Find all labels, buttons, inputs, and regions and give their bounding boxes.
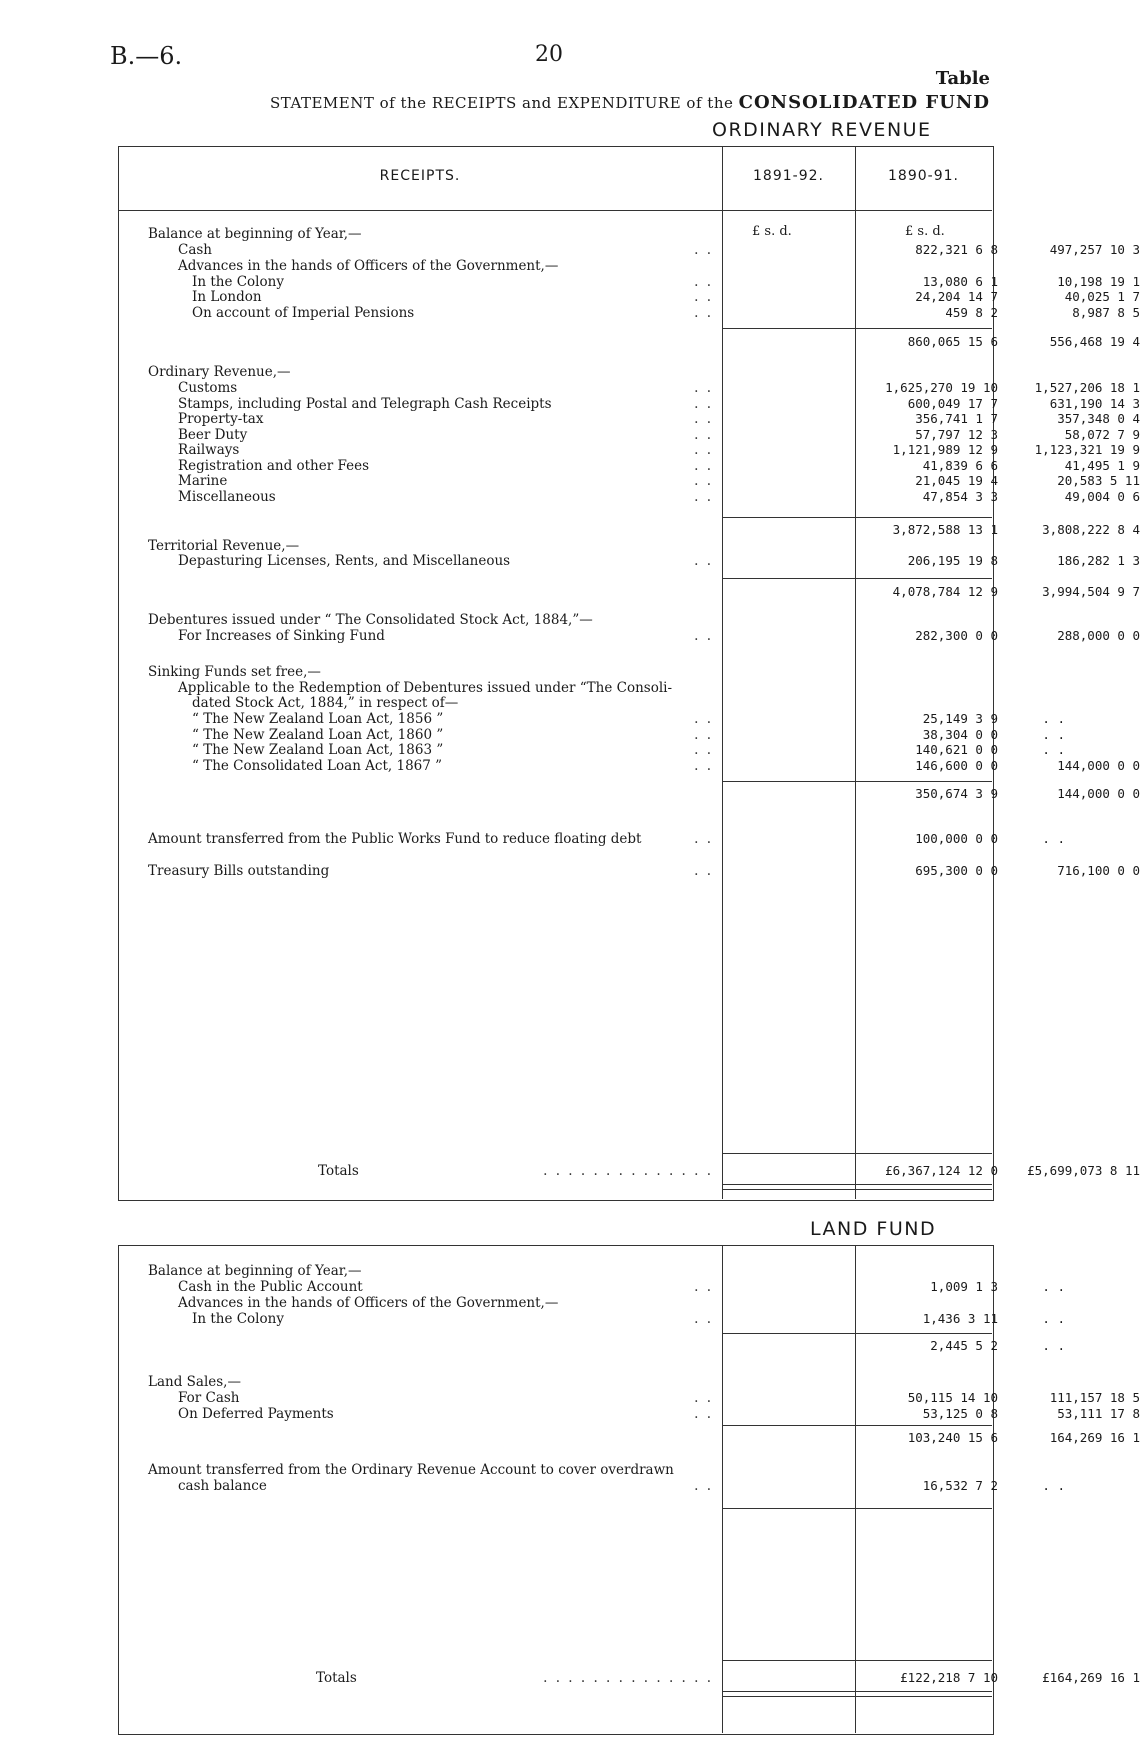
ordinary-row-label: Territorial Revenue,— <box>148 538 300 554</box>
land-row-label: On Deferred Payments <box>178 1406 334 1422</box>
ordinary-amount-1890-91: . . <box>1042 711 1065 726</box>
ordinary-amount-1891-92: 459 8 2 <box>945 305 998 320</box>
ordinary-amount-1891-92: 822,321 6 8 <box>915 242 998 257</box>
ordinary-amount-1890-91: 1,527,206 18 1 <box>1034 380 1140 395</box>
land-subtotal-1890-91: . . <box>1042 1338 1065 1353</box>
table-label: Table <box>935 68 990 89</box>
ordinary-amount-1891-92: 38,304 0 0 <box>922 727 998 742</box>
ordinary-amount-1891-92: 140,621 0 0 <box>915 742 998 757</box>
ordinary-amount-1890-91: . . <box>1042 831 1065 846</box>
ordinary-revenue-title: ORDINARY REVENUE <box>712 119 932 141</box>
col-header-1891-92: 1891-92. <box>753 168 824 184</box>
ordinary-amount-1891-92: 146,600 0 0 <box>915 758 998 773</box>
land-amount-1891-92: 53,125 0 8 <box>922 1406 998 1421</box>
ordinary-amount-1890-91: 49,004 0 6 <box>1064 489 1140 504</box>
ordinary-row-label: Debentures issued under “ The Consolidated Stock Act, 1884,”— <box>148 612 593 628</box>
ordinary-amount-1891-92: 57,797 12 3 <box>915 427 998 442</box>
ordinary-row-label: On account of Imperial Pensions <box>192 305 415 321</box>
ordinary-row-label: “ The New Zealand Loan Act, 1860 ” <box>192 727 444 743</box>
ordinary-row-label: “ The New Zealand Loan Act, 1863 ” <box>192 742 444 758</box>
ordinary-amount-1890-91: 357,348 0 4 <box>1057 411 1140 426</box>
ordinary-subtotal-1891-92: 860,065 15 6 <box>907 334 998 349</box>
land-subtotal-1890-91: 164,269 16 1 <box>1049 1430 1140 1445</box>
ordinary-amount-1890-91: 716,100 0 0 <box>1057 863 1140 878</box>
ordinary-amount-1890-91: . . <box>1042 727 1065 742</box>
ordinary-amount-1890-91: 40,025 1 7 <box>1064 289 1140 304</box>
ordinary-amount-1891-92: 206,195 19 8 <box>907 553 998 568</box>
land-amount-1890-91: . . <box>1042 1279 1065 1294</box>
ordinary-row-label: Amount transferred from the Public Works Fund to reduce floating debt <box>148 831 642 847</box>
land-amount-1890-91: 111,157 18 5 <box>1049 1390 1140 1405</box>
ordinary-amount-1891-92: 1,625,270 19 10 <box>885 380 998 395</box>
ordinary-row-label: Stamps, including Postal and Telegraph Cash Receipts <box>178 396 552 412</box>
land-amount-1890-91: . . <box>1042 1311 1065 1326</box>
land-amount-1891-92: 1,009 1 3 <box>930 1279 998 1294</box>
ordinary-row-label: dated Stock Act, 1884,” in respect of— <box>192 695 459 711</box>
land-total-1891-92: £122,218 7 10 <box>900 1670 998 1685</box>
ordinary-amount-1891-92: 282,300 0 0 <box>915 628 998 643</box>
land-row-label: cash balance <box>178 1478 267 1494</box>
ordinary-subtotal-1891-92: 4,078,784 12 9 <box>892 584 998 599</box>
ordinary-subtotal-1891-92: 3,872,588 13 1 <box>892 522 998 537</box>
ordinary-row-label: Customs <box>178 380 238 396</box>
totals-label: Totals <box>318 1163 359 1179</box>
ordinary-row-label: Registration and other Fees <box>178 458 370 474</box>
document-code: B.—6. <box>110 42 183 70</box>
statement-title-prefix: STATEMENT of the RECEIPTS and EXPENDITURE of the <box>270 94 734 112</box>
ordinary-amount-1890-91: 144,000 0 0 <box>1057 758 1140 773</box>
ordinary-amount-1891-92: 47,854 3 3 <box>922 489 998 504</box>
ordinary-row-label: In London <box>192 289 262 305</box>
land-amount-1890-91: 53,111 17 8 <box>1057 1406 1140 1421</box>
ordinary-amount-1891-92: 41,839 6 6 <box>922 458 998 473</box>
ordinary-row-label: “ The New Zealand Loan Act, 1856 ” <box>192 711 444 727</box>
ordinary-row-label: Ordinary Revenue,— <box>148 364 291 380</box>
col-header-receipts: RECEIPTS. <box>379 168 461 184</box>
ordinary-amount-1890-91: 58,072 7 9 <box>1064 427 1140 442</box>
ordinary-amount-1891-92: 356,741 1 7 <box>915 411 998 426</box>
ordinary-amount-1890-91: . . <box>1042 742 1065 757</box>
ordinary-amount-1891-92: 13,080 6 1 <box>922 274 998 289</box>
land-row-label: Land Sales,— <box>148 1374 241 1390</box>
ordinary-row-label: Miscellaneous <box>178 489 276 505</box>
land-amount-1891-92: 1,436 3 11 <box>922 1311 998 1326</box>
land-amount-1891-92: 16,532 7 2 <box>922 1478 998 1493</box>
ordinary-row-label: Applicable to the Redemption of Debentures issued under “The Consoli- <box>178 680 673 696</box>
ordinary-amount-1890-91: 186,282 1 3 <box>1057 553 1140 568</box>
ordinary-row-label: Balance at beginning of Year,— <box>148 226 362 242</box>
land-row-label: Balance at beginning of Year,— <box>148 1263 362 1279</box>
ordinary-amount-1890-91: 631,190 14 3 <box>1049 396 1140 411</box>
land-subtotal-1891-92: 103,240 15 6 <box>907 1430 998 1445</box>
ordinary-amount-1890-91: 1,123,321 19 9 <box>1034 442 1140 457</box>
ordinary-subtotal-1890-91: 3,808,222 8 4 <box>1042 522 1140 537</box>
ordinary-amount-1891-92: 600,049 17 7 <box>907 396 998 411</box>
page-number: 20 <box>535 42 563 67</box>
ordinary-row-label: In the Colony <box>192 274 284 290</box>
ordinary-subtotal-1890-91: 3,994,504 9 7 <box>1042 584 1140 599</box>
statement-title-fund: CONSOLIDATED FUND <box>738 92 990 113</box>
land-row-label: Amount transferred from the Ordinary Revenue Account to cover overdrawn <box>148 1462 674 1478</box>
ordinary-row-label: For Increases of Sinking Fund <box>178 628 385 644</box>
ordinary-row-label: Beer Duty <box>178 427 248 443</box>
ordinary-total-1890-91: £5,699,073 8 11 <box>1027 1163 1140 1178</box>
statement-title <box>270 92 990 113</box>
land-subtotal-1891-92: 2,445 5 2 <box>930 1338 998 1353</box>
ordinary-amount-1890-91: 20,583 5 11 <box>1057 473 1140 488</box>
ordinary-amount-1891-92: 1,121,989 12 9 <box>892 442 998 457</box>
ordinary-row-label: Railways <box>178 442 240 458</box>
currency-units-1890-91: £ s. d. <box>905 224 945 239</box>
land-fund-title: LAND FUND <box>810 1218 937 1240</box>
land-row-label: Advances in the hands of Officers of the Government,— <box>178 1295 559 1311</box>
ordinary-amount-1890-91: 8,987 8 5 <box>1072 305 1140 320</box>
land-amount-1891-92: 50,115 14 10 <box>907 1390 998 1405</box>
col-header-1890-91: 1890-91. <box>888 168 959 184</box>
ordinary-amount-1890-91: 41,495 1 9 <box>1064 458 1140 473</box>
land-total-1890-91: £164,269 16 1 <box>1042 1670 1140 1685</box>
ordinary-amount-1890-91: 288,000 0 0 <box>1057 628 1140 643</box>
currency-units-1891-92: £ s. d. <box>752 224 792 239</box>
land-row-label: Cash in the Public Account <box>178 1279 363 1295</box>
ordinary-row-label: Treasury Bills outstanding <box>148 863 330 879</box>
ordinary-amount-1891-92: 695,300 0 0 <box>915 863 998 878</box>
ordinary-row-label: Marine <box>178 473 228 489</box>
ordinary-row-label: Sinking Funds set free,— <box>148 664 321 680</box>
ordinary-row-label: Property-tax <box>178 411 264 427</box>
land-row-label: For Cash <box>178 1390 240 1406</box>
ordinary-subtotal-1890-91: 556,468 19 4 <box>1049 334 1140 349</box>
ordinary-amount-1891-92: 24,204 14 7 <box>915 289 998 304</box>
ordinary-subtotal-1891-92: 350,674 3 9 <box>915 786 998 801</box>
ordinary-total-1891-92: £6,367,124 12 0 <box>885 1163 998 1178</box>
ordinary-amount-1891-92: 21,045 19 4 <box>915 473 998 488</box>
land-row-label: In the Colony <box>192 1311 284 1327</box>
ordinary-amount-1891-92: 100,000 0 0 <box>915 831 998 846</box>
ordinary-row-label: Cash <box>178 242 213 258</box>
ordinary-row-label: “ The Consolidated Loan Act, 1867 ” <box>192 758 443 774</box>
ordinary-amount-1890-91: 497,257 10 3 <box>1049 242 1140 257</box>
land-totals-label: Totals <box>316 1670 357 1686</box>
land-amount-1890-91: . . <box>1042 1478 1065 1493</box>
ordinary-amount-1891-92: 25,149 3 9 <box>922 711 998 726</box>
ordinary-row-label: Advances in the hands of Officers of the Government,— <box>178 258 559 274</box>
ordinary-row-label: Depasturing Licenses, Rents, and Miscellaneous <box>178 553 511 569</box>
ordinary-subtotal-1890-91: 144,000 0 0 <box>1057 786 1140 801</box>
ordinary-amount-1890-91: 10,198 19 1 <box>1057 274 1140 289</box>
